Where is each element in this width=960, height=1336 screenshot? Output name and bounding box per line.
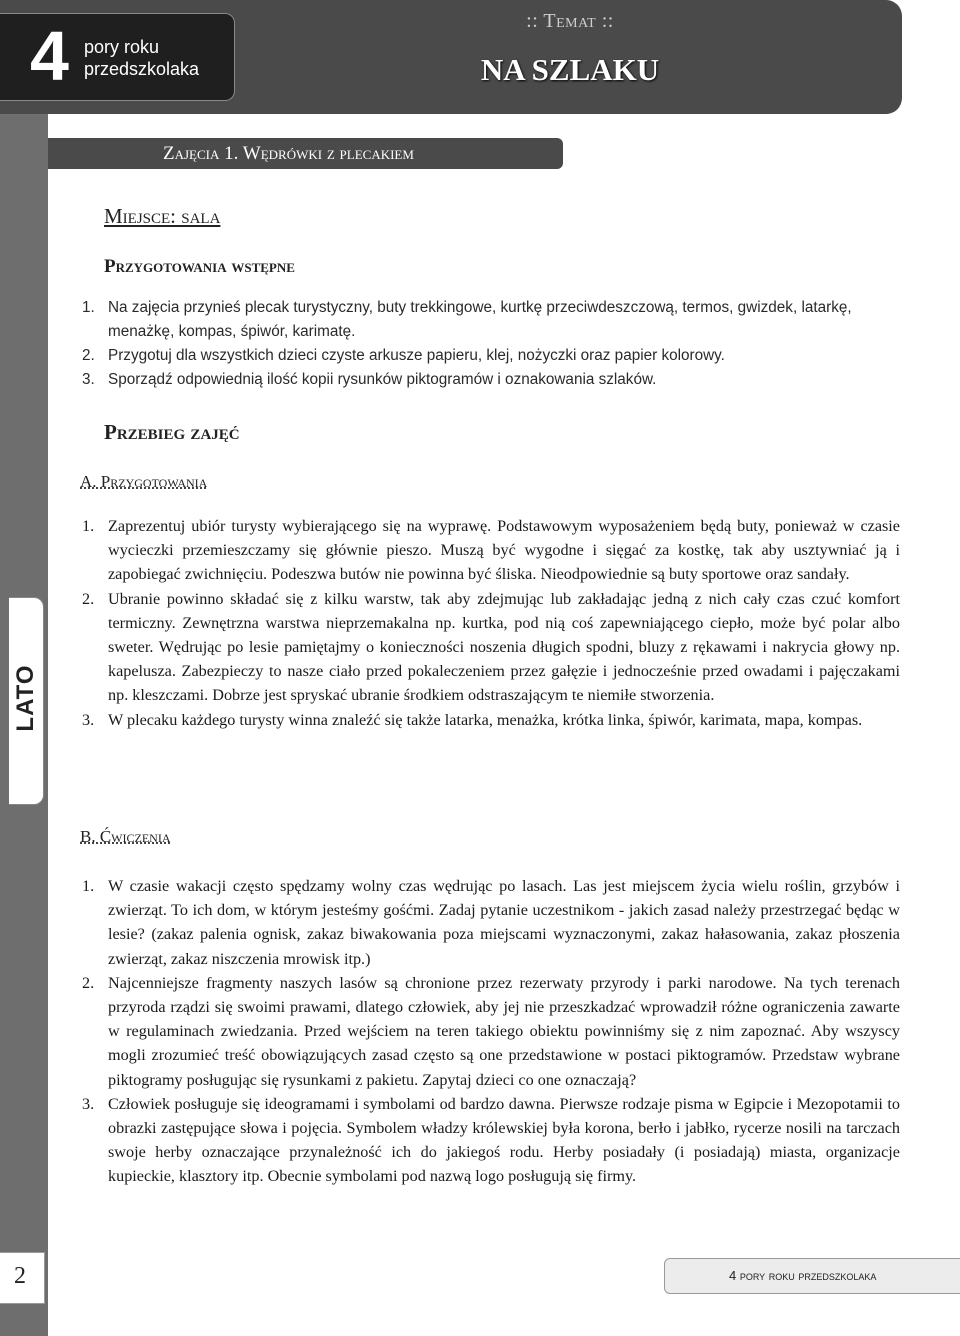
item-text: Ubranie powinno składać się z kilku warstw, tak aby zdejmując lub zakładając jedną z nich cały czas czuć komfort termiczny. Zewnętrzna warstwa nieprzemakalna np. kurtka, pod nią coś zapewniającego ciepło, może być polar albo sweter. Wędrując po lesie pamiętajmy o konieczności noszenia długich spodni, bluzy z rękawami i nakrycia głowy np. kapelusza. Zabezpieczy to nasze ciało przed pokaleczeniem przez gałęzie i jednocześnie przed owadami i pajęczakami np. kleszczami. Dobrze jest spryskać ubranie środkiem odstraszającym te niemiłe stworzenia. xyxy=(108,589,900,705)
item-number: 3. xyxy=(82,710,95,729)
list-item xyxy=(82,296,904,344)
list-item xyxy=(82,368,904,392)
section-b-list xyxy=(82,874,900,1189)
item-text: Na zajęcia przynieś plecak turystyczny, buty trekkingowe, kurtkę przeciwdeszczową, termos, gwizdek, latarkę, menażkę, kompas, śpiwór, karimatę. xyxy=(108,299,852,340)
item-number: 1. xyxy=(82,299,95,316)
course-heading: Przebieg zajęć xyxy=(104,420,240,444)
item-text: Zaprezentuj ubiór turysty wybierającego się na wyprawę. Podstawowym wyposażeniem będą buty, ponieważ w czasie wycieczki przemieszczamy się głównie pieszo. Muszą być wygodne i sięgać za kostkę, tak aby usztywniać ją i zapobiegać zwichnięciu. Podeszwa butów nie powinna być śliska. Nieodpowiednie są buty sportowe oraz sandały. xyxy=(108,517,900,584)
top-banner xyxy=(0,0,902,114)
item-text: Przygotuj dla wszystkich dzieci czyste arkusze papieru, klej, nożyczki oraz papier kolorowy. xyxy=(108,347,725,364)
logo-text xyxy=(84,36,199,80)
logo-line-1: pory roku xyxy=(84,37,160,57)
item-text: Sporządź odpowiednią ilość kopii rysunków piktogramów i oznakowania szlaków. xyxy=(108,371,657,388)
footer-text: 4 pory roku przedszkolaka xyxy=(729,1268,877,1283)
section-a-list xyxy=(82,514,900,732)
list-item xyxy=(82,874,900,971)
item-text: W plecaku każdego turysty winna znaleźć się także latarka, menażka, krótka linka, śpiwór, karimata, mapa, kompas. xyxy=(108,710,863,729)
temat-label: :: Temat :: xyxy=(526,10,614,32)
list-item xyxy=(82,1092,900,1189)
footer-box xyxy=(664,1258,960,1294)
item-number: 1. xyxy=(82,517,95,535)
logo-line-2: przedszkolaka xyxy=(84,59,200,79)
item-number: 2. xyxy=(82,973,95,992)
season-tab xyxy=(9,597,44,805)
page-number-box xyxy=(0,1252,45,1304)
section-b-heading: B. Ćwiczenia xyxy=(80,827,171,846)
page-number: 2 xyxy=(14,1263,26,1289)
logo-number: 4 xyxy=(30,17,69,95)
item-number: 2. xyxy=(82,347,95,364)
item-text: Człowiek posługuje się ideogramami i symbolami od bardzo dawna. Pierwsze rodzaje pisma w Egipcie i Mezopotamii to obrazki zastępujące słowa i pojęcia. Symbolem władzy królewskiej była korona, berło i jabłko, rycerze nosili na tarczach swoje herby oznaczające przynależność ich do jakiegoś rodu. Herby posiadały (i posiadają) miasta, organizacje kupieckie, klasztory itp. Obecnie symbolami pod nazwą logo posługują się firmy. xyxy=(108,1094,900,1186)
list-item xyxy=(82,514,900,587)
section-a-heading: A. Przygotowania xyxy=(80,472,208,491)
season-label: LATO xyxy=(12,664,39,732)
lesson-title: Zajęcia 1. Wędrówki z plecakiem xyxy=(163,143,414,164)
preparation-heading: Przygotowania wstępne xyxy=(104,256,295,277)
temat-title: NA SZLAKU xyxy=(480,52,660,87)
item-number: 2. xyxy=(82,589,95,608)
item-number: 3. xyxy=(82,1094,95,1113)
list-item xyxy=(82,587,900,708)
item-number: 1. xyxy=(82,877,95,895)
preparation-list xyxy=(82,296,904,392)
list-item xyxy=(82,971,900,1092)
lesson-title-bar xyxy=(48,138,563,169)
item-text: Najcenniejsze fragmenty naszych lasów są chronione przez rezerwaty przyrody i parki narodowe. Na tych terenach przyroda rządzi się swoimi prawami, dlatego człowiek, aby jej nie przeszkadzać wprowadził różne ograniczenia zawarte w regulaminach zwiedzania. Przed wejściem na teren takiego obiektu powinniśmy się z nim zapoznać. Aby wszyscy mogli zrozumieć treść obowiązujących zasad często są one przedstawione w postaci piktogramów. Przedstaw wybrane piktogramy posługując się rysunkami z pakietu. Zapytaj dzieci co one oznaczają? xyxy=(108,973,900,1089)
list-item xyxy=(82,344,904,368)
series-logo xyxy=(0,13,235,101)
item-text: W czasie wakacji często spędzamy wolny czas wędrując po lasach. Las jest miejscem życia wielu roślin, grzybów i zwierząt. To ich dom, w którym jesteśmy gośćmi. Zadaj pytanie uczestnikom - jakich zasad należy przestrzegać będąc w lesie? (zakaz palenia ognisk, zakaz biwakowania poza miejscami wyznaczonymi, zakaz hałasowania, zakaz płoszenia zwierząt, zakaz niszczenia mrowisk itp.) xyxy=(108,877,900,968)
item-number: 3. xyxy=(82,371,95,388)
place-heading: Miejsce: sala xyxy=(104,204,221,228)
list-item xyxy=(82,708,900,732)
